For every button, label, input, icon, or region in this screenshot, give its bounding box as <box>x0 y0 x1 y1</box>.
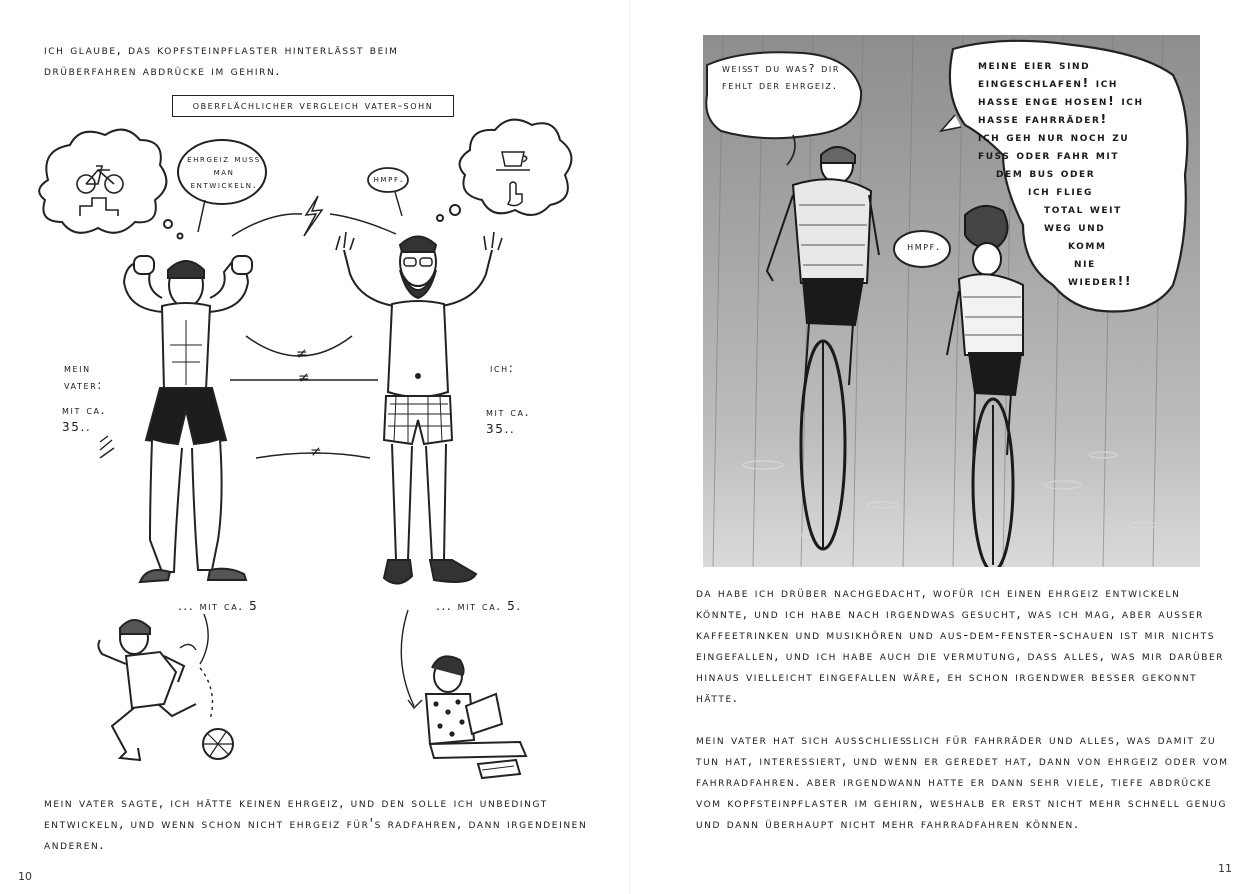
lightning-icon <box>304 196 322 236</box>
son-thought-text <box>978 56 1184 290</box>
son-thought-line-2: eingeschlafen! ich <box>978 75 1119 90</box>
son-figure <box>336 232 502 584</box>
son-age: mit ca. 35.. <box>486 405 531 436</box>
son-hmpf-text: hmpf. <box>373 174 405 185</box>
not-equal-sign-1: ≠ <box>296 346 308 362</box>
son-child-age: ... mit ca. 5. <box>436 599 522 613</box>
father-cyclist <box>767 147 879 549</box>
not-equal-sign-3: ≠ <box>310 444 322 460</box>
son-thought-line-9: total weit <box>1044 201 1122 216</box>
son-thought-line-7: dem bus oder <box>996 165 1096 180</box>
father-figure <box>124 256 252 582</box>
father-child-age: ... mit ca. 5 <box>178 599 259 613</box>
father-speech-text: ehrgeiz muss man entwickeln. <box>187 154 261 191</box>
son-thought-line-11: komm <box>1068 237 1107 252</box>
page-number-left: 10 <box>18 870 32 883</box>
right-caption-2: mein vater hat sich ausschließlich für fahrräder und alles, was damit zu tun hat, interessiert, und wenn er geredet hat, dann von ehrgeiz oder vom fahrradfahren. aber irgendwann hatte er dann sehr viele, tiefe abdrücke vom kopfsteinpflaster im gehirn, weshalb er erst nicht mehr schnell genug und dann überhaupt nicht mehr fahrradfahren können. <box>696 733 1229 832</box>
son-thought-line-10: weg und <box>1044 219 1106 234</box>
son-child-figure <box>426 656 526 778</box>
son-label: ich: <box>490 361 515 375</box>
father-speech-text: weißt du was? dir fehlt der ehrgeiz. <box>722 62 841 92</box>
son-thought-line-5: ich geh nur noch zu <box>978 129 1130 144</box>
left-caption: mein vater sagte, ich hätte keinen ehrgeiz, und den solle ich unbedingt entwickeln, und wenn schon nicht ehrgeiz für's radfahren, dann irgendeinen anderen. <box>44 796 588 853</box>
son-thought-line-4: hasse fahrräder! <box>978 111 1108 126</box>
father-age: mit ca. 35.. <box>62 403 107 434</box>
son-thought-line-1: meine eier sind <box>978 57 1091 72</box>
page-number-right: 11 <box>1218 862 1232 875</box>
not-equal-sign-2: ≠ <box>298 370 310 386</box>
son-thought-line-12: nie <box>1074 255 1096 270</box>
son-thought-line-3: hasse enge hosen! ich <box>978 93 1144 108</box>
soccer-ball-icon <box>203 729 233 759</box>
son-thought-line-6: fuss oder fahr mit <box>978 147 1120 162</box>
father-label: mein vater: <box>64 361 103 392</box>
father-thought-cloud <box>39 130 182 239</box>
son-hmpf-text: hmpf. <box>907 240 941 253</box>
right-caption-1: da habe ich drüber nachgedacht, wofür ich einen ehrgeiz entwickeln könnte, und ich habe nach irgendwas gesucht, was ich mag, aber ausser kaffeetrinken und musikhören und aus-dem-fenster-schauen ist mir nichts eingefallen, und ich habe auch die vermutung, dass alles, was mir darüber hinaus vielleicht eingefallen wäre, eh schon irgendwer besser gekonnt hätte. <box>696 586 1225 706</box>
comparison-box-label: oberflächlicher vergleich vater-sohn <box>172 95 454 117</box>
intro-text: ich glaube, das kopfsteinpflaster hinterlässt beim drüberfahren abdrücke im gehirn. <box>44 43 399 79</box>
son-thought-line-8: ich flieg <box>1028 183 1094 198</box>
son-thought-line-13: wieder!! <box>1068 273 1133 288</box>
father-child-figure <box>98 620 196 760</box>
